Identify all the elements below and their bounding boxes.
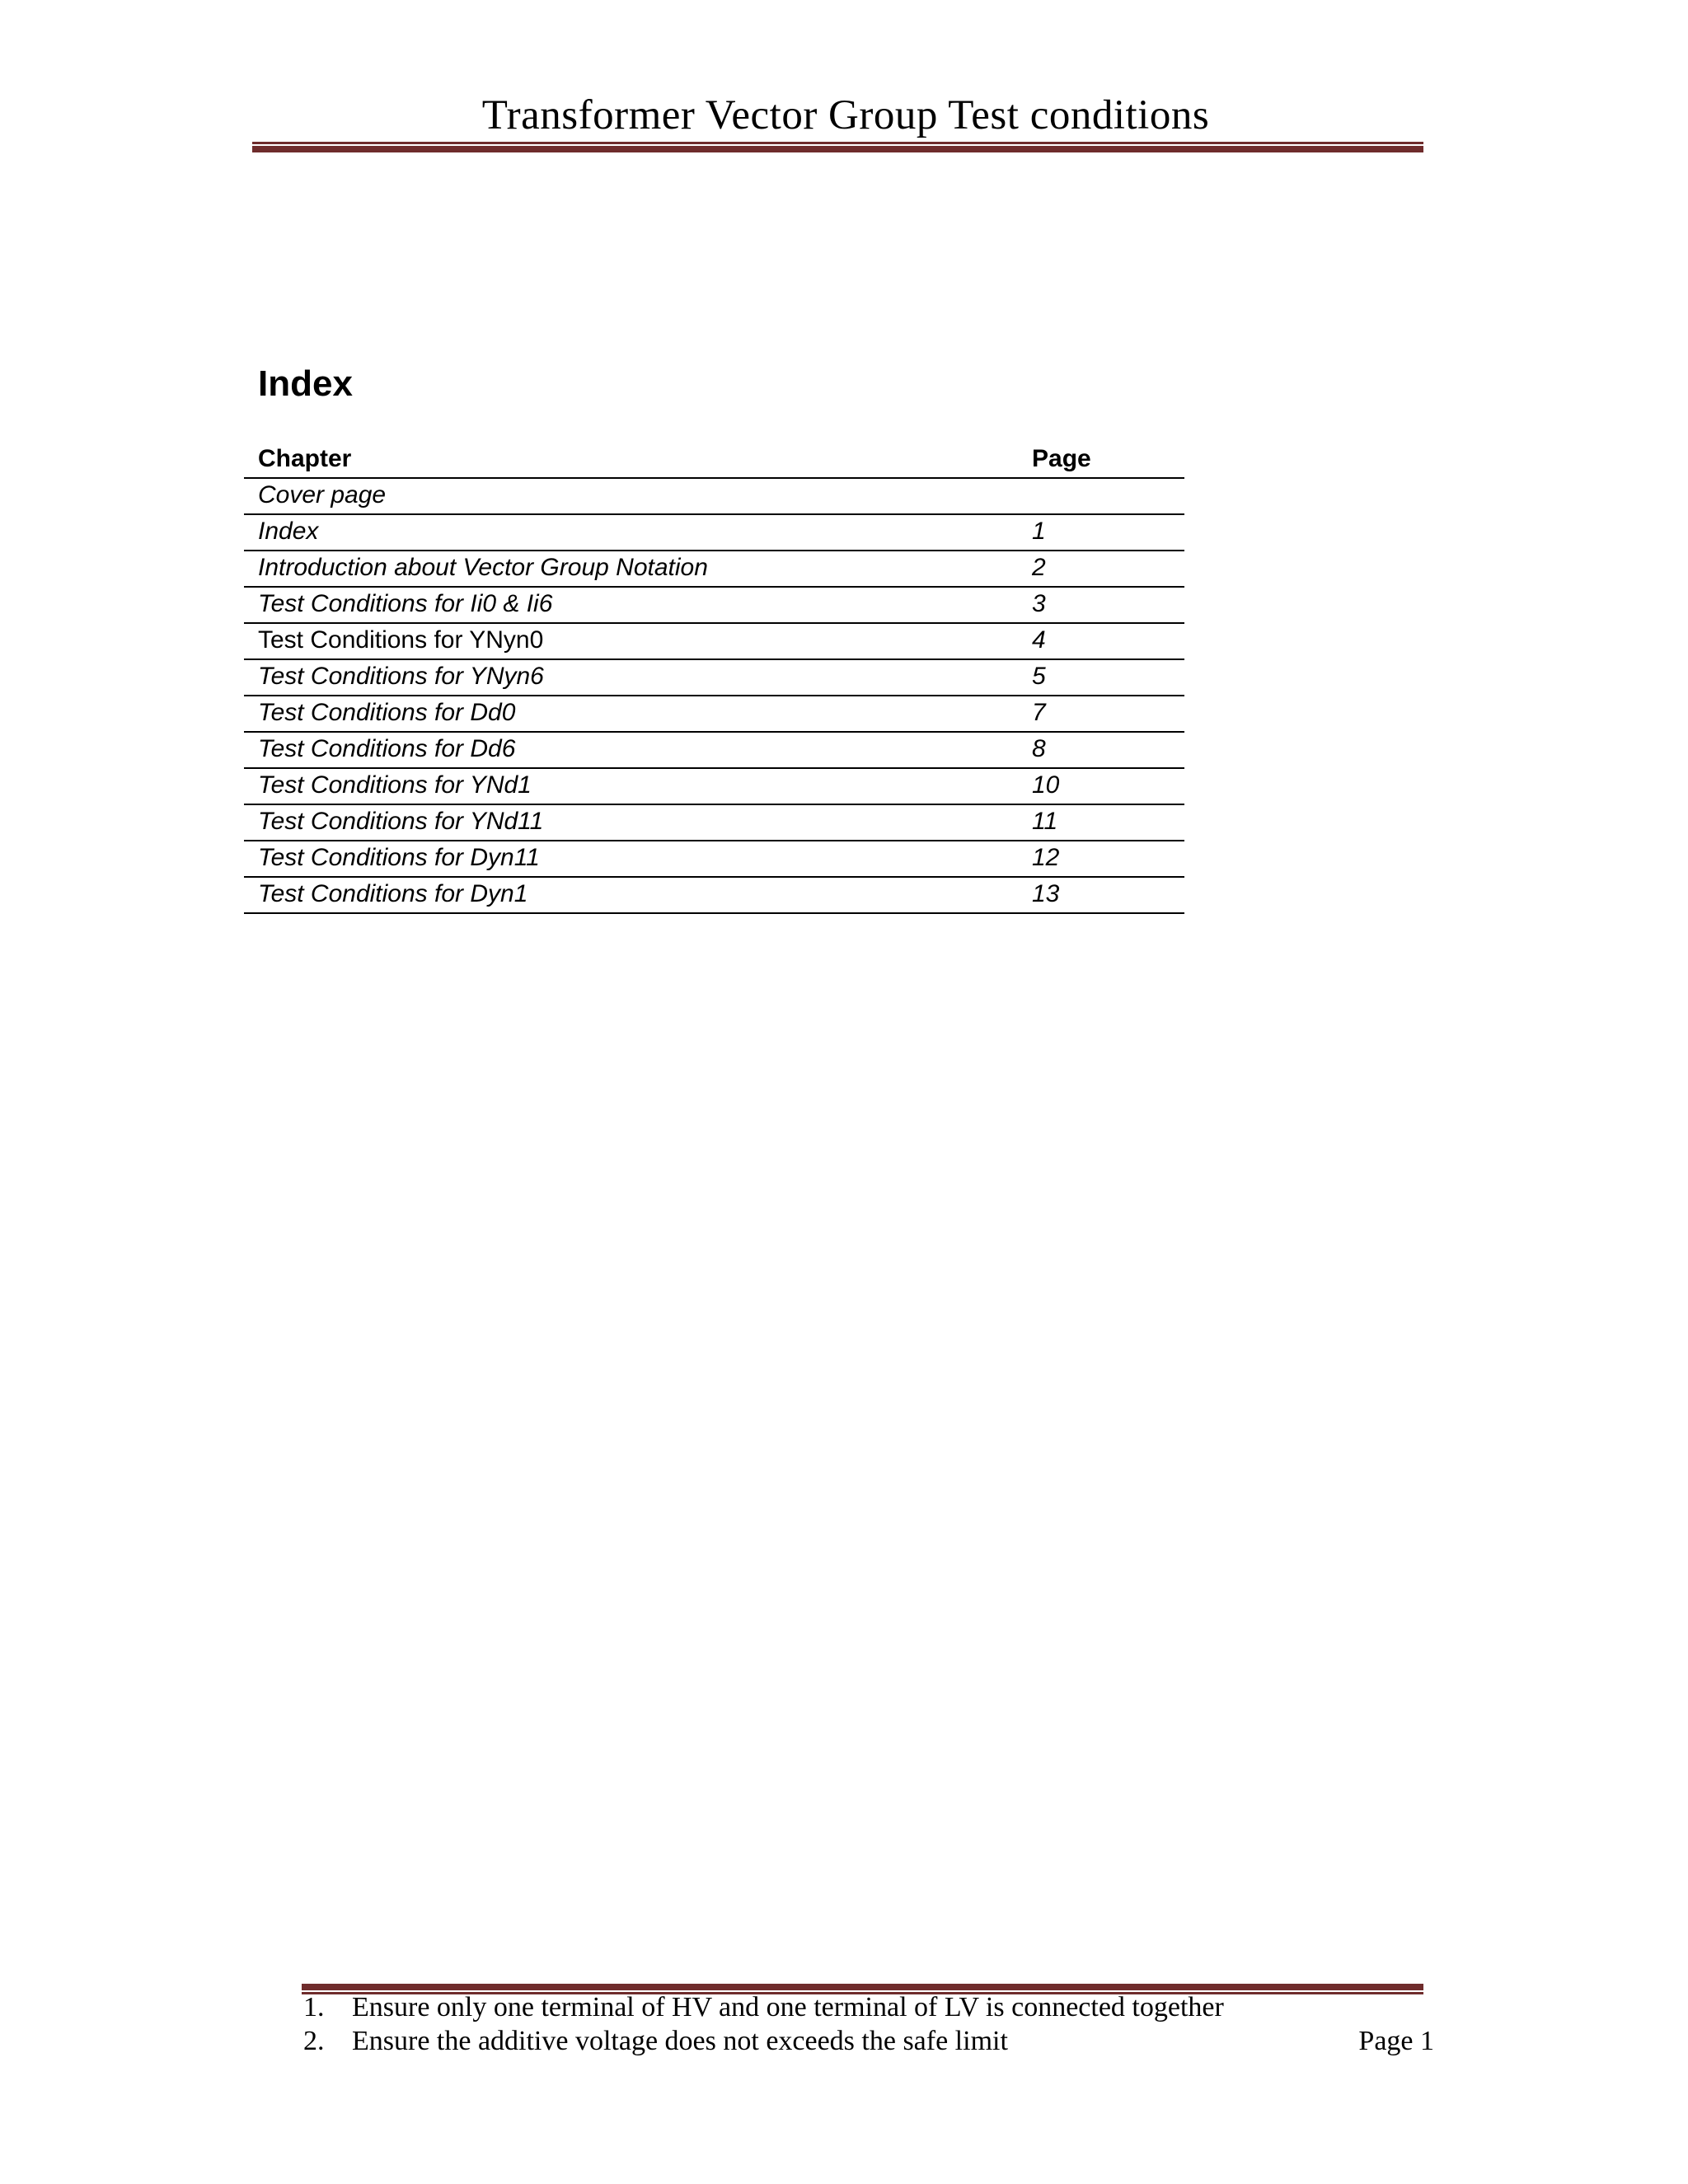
footer-note-text: Ensure only one terminal of HV and one terminal of LV is connected together xyxy=(352,1992,1224,2022)
page-column-header: Page xyxy=(1032,445,1091,472)
chapter-page-number: 1 xyxy=(1032,518,1046,545)
header-rule-thin xyxy=(252,142,1423,144)
footer-note-number: 1. xyxy=(303,1992,325,2022)
footer-notes xyxy=(303,1990,1441,2058)
chapter-page-number: 2 xyxy=(1032,554,1046,581)
chapter-title: Test Conditions for YNd11 xyxy=(258,808,544,835)
index-table-row xyxy=(244,660,1184,696)
chapter-page-number: 5 xyxy=(1032,663,1046,690)
chapter-page-number: 8 xyxy=(1032,735,1046,762)
footer-note xyxy=(303,1990,1441,2024)
index-table-row xyxy=(244,551,1184,588)
index-table-row xyxy=(244,624,1184,660)
index-table-row xyxy=(244,805,1184,841)
header-rule-thick xyxy=(252,146,1423,152)
footer-note-text: Ensure the additive voltage does not exceeds the safe limit xyxy=(352,2026,1008,2056)
index-table-row xyxy=(244,878,1184,914)
chapter-column-header: Chapter xyxy=(258,445,352,472)
chapter-title: Test Conditions for YNyn6 xyxy=(258,663,544,690)
index-table-row xyxy=(244,515,1184,551)
index-table-header xyxy=(244,443,1184,479)
index-table-row xyxy=(244,479,1184,515)
chapter-title: Test Conditions for YNyn0 xyxy=(258,626,544,654)
chapter-title: Cover page xyxy=(258,481,387,509)
page-number-label: Page 1 xyxy=(1358,2026,1434,2056)
chapter-page-number: 11 xyxy=(1032,808,1058,835)
chapter-page-number: 7 xyxy=(1032,699,1046,726)
chapter-title: Test Conditions for Dd0 xyxy=(258,699,516,726)
chapter-title: Test Conditions for YNd1 xyxy=(258,771,532,799)
chapter-page-number: 12 xyxy=(1032,844,1060,871)
index-heading: Index xyxy=(258,363,353,404)
index-table-row xyxy=(244,696,1184,733)
index-table-row xyxy=(244,733,1184,769)
footer-note xyxy=(303,2024,1441,2058)
index-table-row xyxy=(244,588,1184,624)
chapter-page-number: 13 xyxy=(1032,880,1060,907)
chapter-title: Test Conditions for Ii0 & Ii6 xyxy=(258,590,553,617)
footer-note-number: 2. xyxy=(303,2026,325,2056)
chapter-title: Introduction about Vector Group Notation xyxy=(258,554,708,581)
chapter-page-number: 4 xyxy=(1032,626,1046,654)
chapter-title: Index xyxy=(258,518,319,545)
chapter-title: Test Conditions for Dyn1 xyxy=(258,880,528,907)
chapter-page-number: 3 xyxy=(1032,590,1046,617)
chapter-title: Test Conditions for Dyn11 xyxy=(258,844,540,871)
page-header-title: Transformer Vector Group Test conditions xyxy=(481,92,1210,138)
index-table xyxy=(244,443,1184,914)
index-table-body xyxy=(244,479,1184,914)
chapter-title: Test Conditions for Dd6 xyxy=(258,735,516,762)
index-table-row xyxy=(244,769,1184,805)
index-table-row xyxy=(244,841,1184,878)
chapter-page-number: 10 xyxy=(1032,771,1060,799)
footer-rule-thick xyxy=(302,1984,1423,1990)
